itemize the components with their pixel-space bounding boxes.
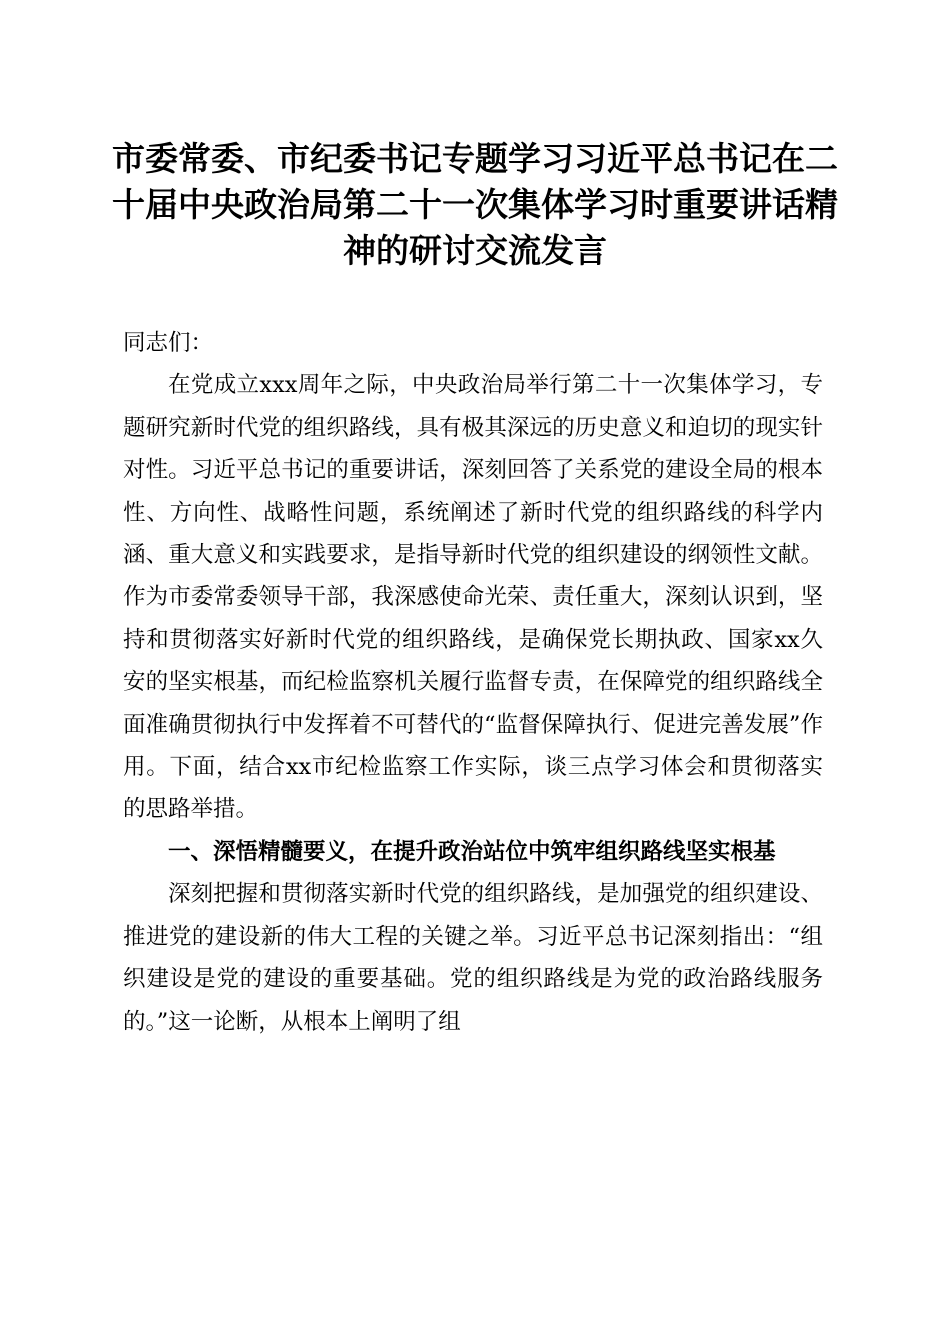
document-body	[123, 322, 823, 1043]
body-paragraph: 深刻把握和贯彻落实新时代党的组织路线，是加强党的组织建设、推进党的建设新的伟大工程的关键之举。习近平总书记深刻指出：“组织建设是党的建设的重要基础。党的组织路线是为党的政治路线服务的。”这一论断，从根本上阐明了组	[123, 881, 823, 1035]
salutation: 同志们：	[123, 330, 214, 356]
section-heading: 一、深悟精髓要义，在提升政治站位中筑牢组织路线坚实根基	[168, 838, 776, 865]
document-title: 市委常委、市纪委书记专题学习习近平总书记在二十届中央政治局第二十一次集体学习时重要讲话精神的研讨交流发言	[112, 139, 838, 270]
body-paragraph: 在党成立xxx周年之际，中央政治局举行第二十一次集体学习，专题研究新时代党的组织路线，具有极其深远的历史意义和迫切的现实针对性。习近平总书记的重要讲话，深刻回答了关系党的建设全局的根本性、方向性、战略性问题，系统阐述了新时代党的组织路线的科学内涵、重大意义和实践要求，是指导新时代党的组织建设的纲领性文献。作为市委常委领导干部，我深感使命光荣、责任重大，深刻认识到，坚持和贯彻落实好新时代党的组织路线，是确保党长期执政、国家xx久安的坚实根基，而纪检监察机关履行监督专责，在保障党的组织路线全面准确贯彻执行中发挥着不可替代的“监督保障执行、促进完善发展”作用。下面，结合xx市纪检监察工作实际，谈三点学习体会和贯彻落实的思路举措。	[123, 372, 823, 823]
